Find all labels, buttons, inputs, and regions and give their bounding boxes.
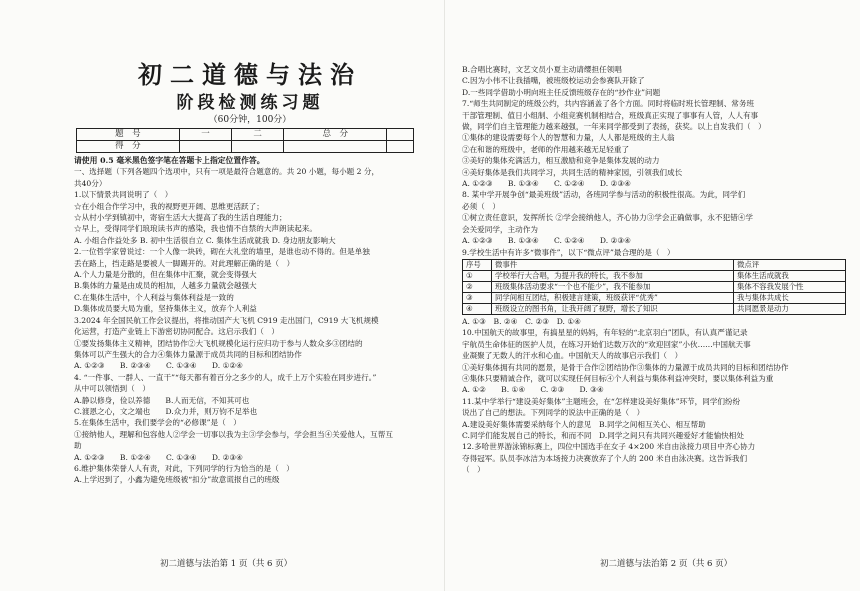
text-line: C.同学们能发展自己的特长，和而不同 D.同学之间只有共同兴趣爱好才能愉快相处 [462,430,744,440]
text-line: A.上学迟到了，小鑫为避免班级被“扣分”故意谎报自己的班级 [74,475,280,485]
score-table-header-row [77,129,414,141]
text-line: A.个人力量是分散的，但在集体中汇聚，就会变得强大 [74,270,257,280]
text-line: ②在和谐的班级中，老师的作用越来越无足轻重了 [462,144,630,154]
text-line: 会关爱同学，主动作为 [462,224,538,234]
answer-notice: 请使用 0.5 毫米黑色签字笔在答题卡上指定位置作答。 [74,156,265,165]
micro-event-header [463,259,846,270]
micro-event-row [463,292,846,303]
text-line: 10.中国航天的故事里，有搞星星的妈妈，有年轻的“北京羽白”团队，有认真严谨记录 [462,328,748,338]
text-line: B.合唱比赛时，文艺文员小夏主动请缨担任领唱 [462,65,622,74]
text-line: 8. 某中学开展争创“最美班级”活动，各班同学参与活动的积极性很高。为此，同学们 [462,190,746,200]
text-line: 9.学校生活中有许多“微事件”，以下“微点评”最合理的是（ ） [462,247,675,257]
text-line: 7.“师生共同制定的班级公约，共内容涵盖了各个方面。同时将临时班长管理制、常务班 [462,99,755,109]
text-line: 必须（ ） [462,201,500,211]
text-line: 业凝聚了无数人的汗水和心血。中国航天人的故事启示我们（ ） [462,351,683,361]
text-line: A. ①②③ B. ②③④ C. ①③④ D. ①②④ [74,361,243,371]
text-line: 一、选择题（下列各题四个选项中，只有一项是最符合题意的。共 20 小题，每小题 2 分， [74,167,380,177]
text-line: A. ①②③ B. ①③④ C. ①②④ D. ②③④ [462,179,631,189]
exam-title: 初二道德与法治 [138,60,362,89]
grid-cell: ② [463,281,492,292]
text-line: 1.以下情景共同说明了（ ） [74,190,173,200]
text-line: 助 [74,441,82,451]
score-cell: 一 [179,129,231,141]
text-line: C.因为小伟不让我插嘴，被班级校运动会参赛队开除了 [462,76,645,86]
text-line: ☆从村小学到镇初中，寄宿生活大大提高了我的生活自理能力； [74,213,287,223]
text-line: ①美好集体拥有共同的愿景，是骨于合作②团结协作③集体的力量源于成员共同的目标和团结协作 [462,362,789,372]
grid-header-cell: 序号 [463,259,492,270]
text-line: 干部管理制、值日小组制、小组竞赛机制相结合，班级真正实现了事事有人管，人人有事 [462,110,759,120]
micro-event-row [463,270,846,281]
text-line: 2.一位哲学家曾说过：一个人像一块砖，砌在大礼堂的墙里，是谁也动不得的。但是单独 [74,247,370,257]
text-line: 丢在路上，挡走路是要被人一脚踢开的。对此理解正确的是（ ） [74,258,295,268]
text-line: （ ） [462,465,485,475]
text-line: 做，同学们自主管理能力越来越强，一年来同学都受到了表扬，获奖。以上自发我们（ ） [462,122,766,132]
micro-event-table [462,259,846,315]
micro-event-row [463,303,846,314]
text-line: D.一些同学借助小明向班主任反馈班级存在的“抄作业”问题 [462,87,661,97]
text-line: 11.某中学举行“建设美好集体”主题班会，在“怎样建设美好集体”环节，同学们纷纷 [462,396,741,406]
grid-cell: 班级集体活动要求“一个也不能少”，我不能参加 [492,281,734,292]
grid-header-cell: 微事件 [492,259,734,270]
text-line: B.集体的力量是由成员的相加，人越多力量就会越强大 [74,281,257,291]
text-line: 说出了自己的想法。下列同学的说法中正确的是（ ） [462,408,645,418]
question-block-right-top [462,64,846,258]
grid-cell: 共同愿景是动力 [734,303,846,314]
text-line: A. ①② B. ①④ C. ②③ D. ③④ [462,385,604,395]
text-line: ☆在小组合作学习中，我的视野更开阔、思维更活跃了； [74,201,264,211]
text-line: 4. “一件事、一群人、一直干”“每天都有着百分之多少的人，成千上万个实验在同步进行。” [74,372,377,382]
text-line: 宇航员生命体征的医护人员，在练习开始们达数万次的“欢迎回家”小伙……中国航天事 [462,339,751,349]
text-line: ④美好集体是我们共同学习，共同生活的精神家园，引领我们成长 [462,167,683,177]
score-cell [387,129,414,141]
text-line: ④集体只要精诚合作，就可以实现任何目标④个人利益与集体利益冲突时，要以集体利益为重 [462,373,774,383]
question-block-left [74,166,426,485]
grid-cell: ③ [463,292,492,303]
text-line: 3.2024 年全国民航工作会议提出，将推动国产大飞机 C919 走出国门，C919 大飞机规模 [74,315,379,325]
score-cell [284,141,387,153]
text-line: ③美好的集体充满活力，相互激励和竞争是集体发展的动力 [462,156,660,166]
text-line: ①集体的建设需要每个人的智慧和力量，人人都是班级的主人翁 [462,133,675,143]
score-cell: 二 [232,129,284,141]
text-line: 从中可以领悟到（ ） [74,384,150,394]
text-line: C.渡恩之心，文之端也 D.众力并，则万钧不足举也 [74,406,258,416]
text-line: A. ①③ B. ②④ C. ②③ D. ①④ [462,316,581,326]
text-line: A. ①②③ B. ①③④ C. ①②④ D. ②③④ [462,236,631,246]
score-table-score-row [77,141,414,153]
grid-cell: 集体生活成就我 [734,270,846,281]
exam-page-2 [448,0,860,591]
text-line: A.静以修身，俭以养德 B.人而无信，不知其可也 [74,395,250,405]
question-block-right-bottom [462,316,846,476]
grid-cell: ① [463,270,492,281]
text-line: 夺得冠军。队员李冰洁为本场接力决赛放弃了个人的 200 米自由泳决赛。这告诉我们 [462,453,748,463]
text-line: A.建设美好集体需要采纳每个人的意见 B.同学之间相互关心、相互帮助 [462,419,706,429]
text-line: 12.多哈世界游泳锦标赛上，四位中国选手在女子 4×200 米自由泳接力项目中齐心协力 [462,442,756,452]
text-line: 5.在集体生活中，我们要学会的“必修课”是（ ） [74,418,241,428]
text-line: ①树立责任意识，发挥所长 ②学会接纳他人，齐心协力③学会正确做事，永不犯错④学 [462,213,753,223]
score-cell: 题 号 [77,129,180,141]
text-line: 共40分） [74,178,107,188]
score-cell [387,141,414,153]
grid-cell: 学校举行大合唱，为提升我的特长，我不参加 [492,270,734,281]
grid-header-cell: 微点评 [734,259,846,270]
text-line: ①要发扬集体主义精神，团结协作②大飞机规模化运行应归功于参与人数众多③团结的 [74,338,363,348]
score-cell [179,141,231,153]
grid-cell: 集体不容我发展个性 [734,281,846,292]
text-line: 集体可以产生强大的合力④集体力量源于成员共同的目标和团结协作 [74,349,302,359]
grid-cell: 我与集体共成长 [734,292,846,303]
text-line: ①接纳他人，理解和包容他人②学会一切事以我为主③学会参与，学会担当④关爱他人，互帮互 [74,429,393,439]
micro-event-row [463,281,846,292]
score-cell: 总 分 [284,129,387,141]
time-score-note: （60分钟，100分） [208,115,292,125]
text-line: A. 小组合作益处多 B. 初中生活很自立 C. 集体生活成就我 D. 身边朋友影响大 [74,235,336,245]
score-table [76,128,414,153]
grid-cell: 班级设立的图书角，让我开阔了视野，增长了知识 [492,303,734,314]
text-line: 化运营，打造产业链上下游密切协同配合。这启示我们（ ） [74,327,280,337]
text-line: C.在集体生活中，个人利益与集体利益是一致的 [74,292,234,302]
page-footer: 初二道德与法治第 1 页（共 6 页） [160,559,293,569]
grid-cell: 同学间相互团结，积极建言建策，班级获评“优秀” [492,292,734,303]
score-cell: 得 分 [77,141,180,153]
page-divider [444,0,445,591]
text-line: D.集体成员要大局为重，坚持集体主义，放弃个人利益 [74,304,257,314]
grid-cell: ④ [463,303,492,314]
score-cell [232,141,284,153]
text-line: A. ①②③ B. ①②④ C. ①③④ D. ②③④ [74,452,243,462]
page-footer: 初二道德与法治第 2 页（共 6 页） [600,559,733,569]
text-line: 6.维护集体荣誉人人有责，对此，下列同学的行为恰当的是（ ） [74,463,294,473]
text-line: ☆早上，受得同学们琅琅读书声的感染，我也情不自禁的大声朗读起来。 [74,224,317,234]
exam-subtitle: 阶段检测练习题 [176,93,324,113]
